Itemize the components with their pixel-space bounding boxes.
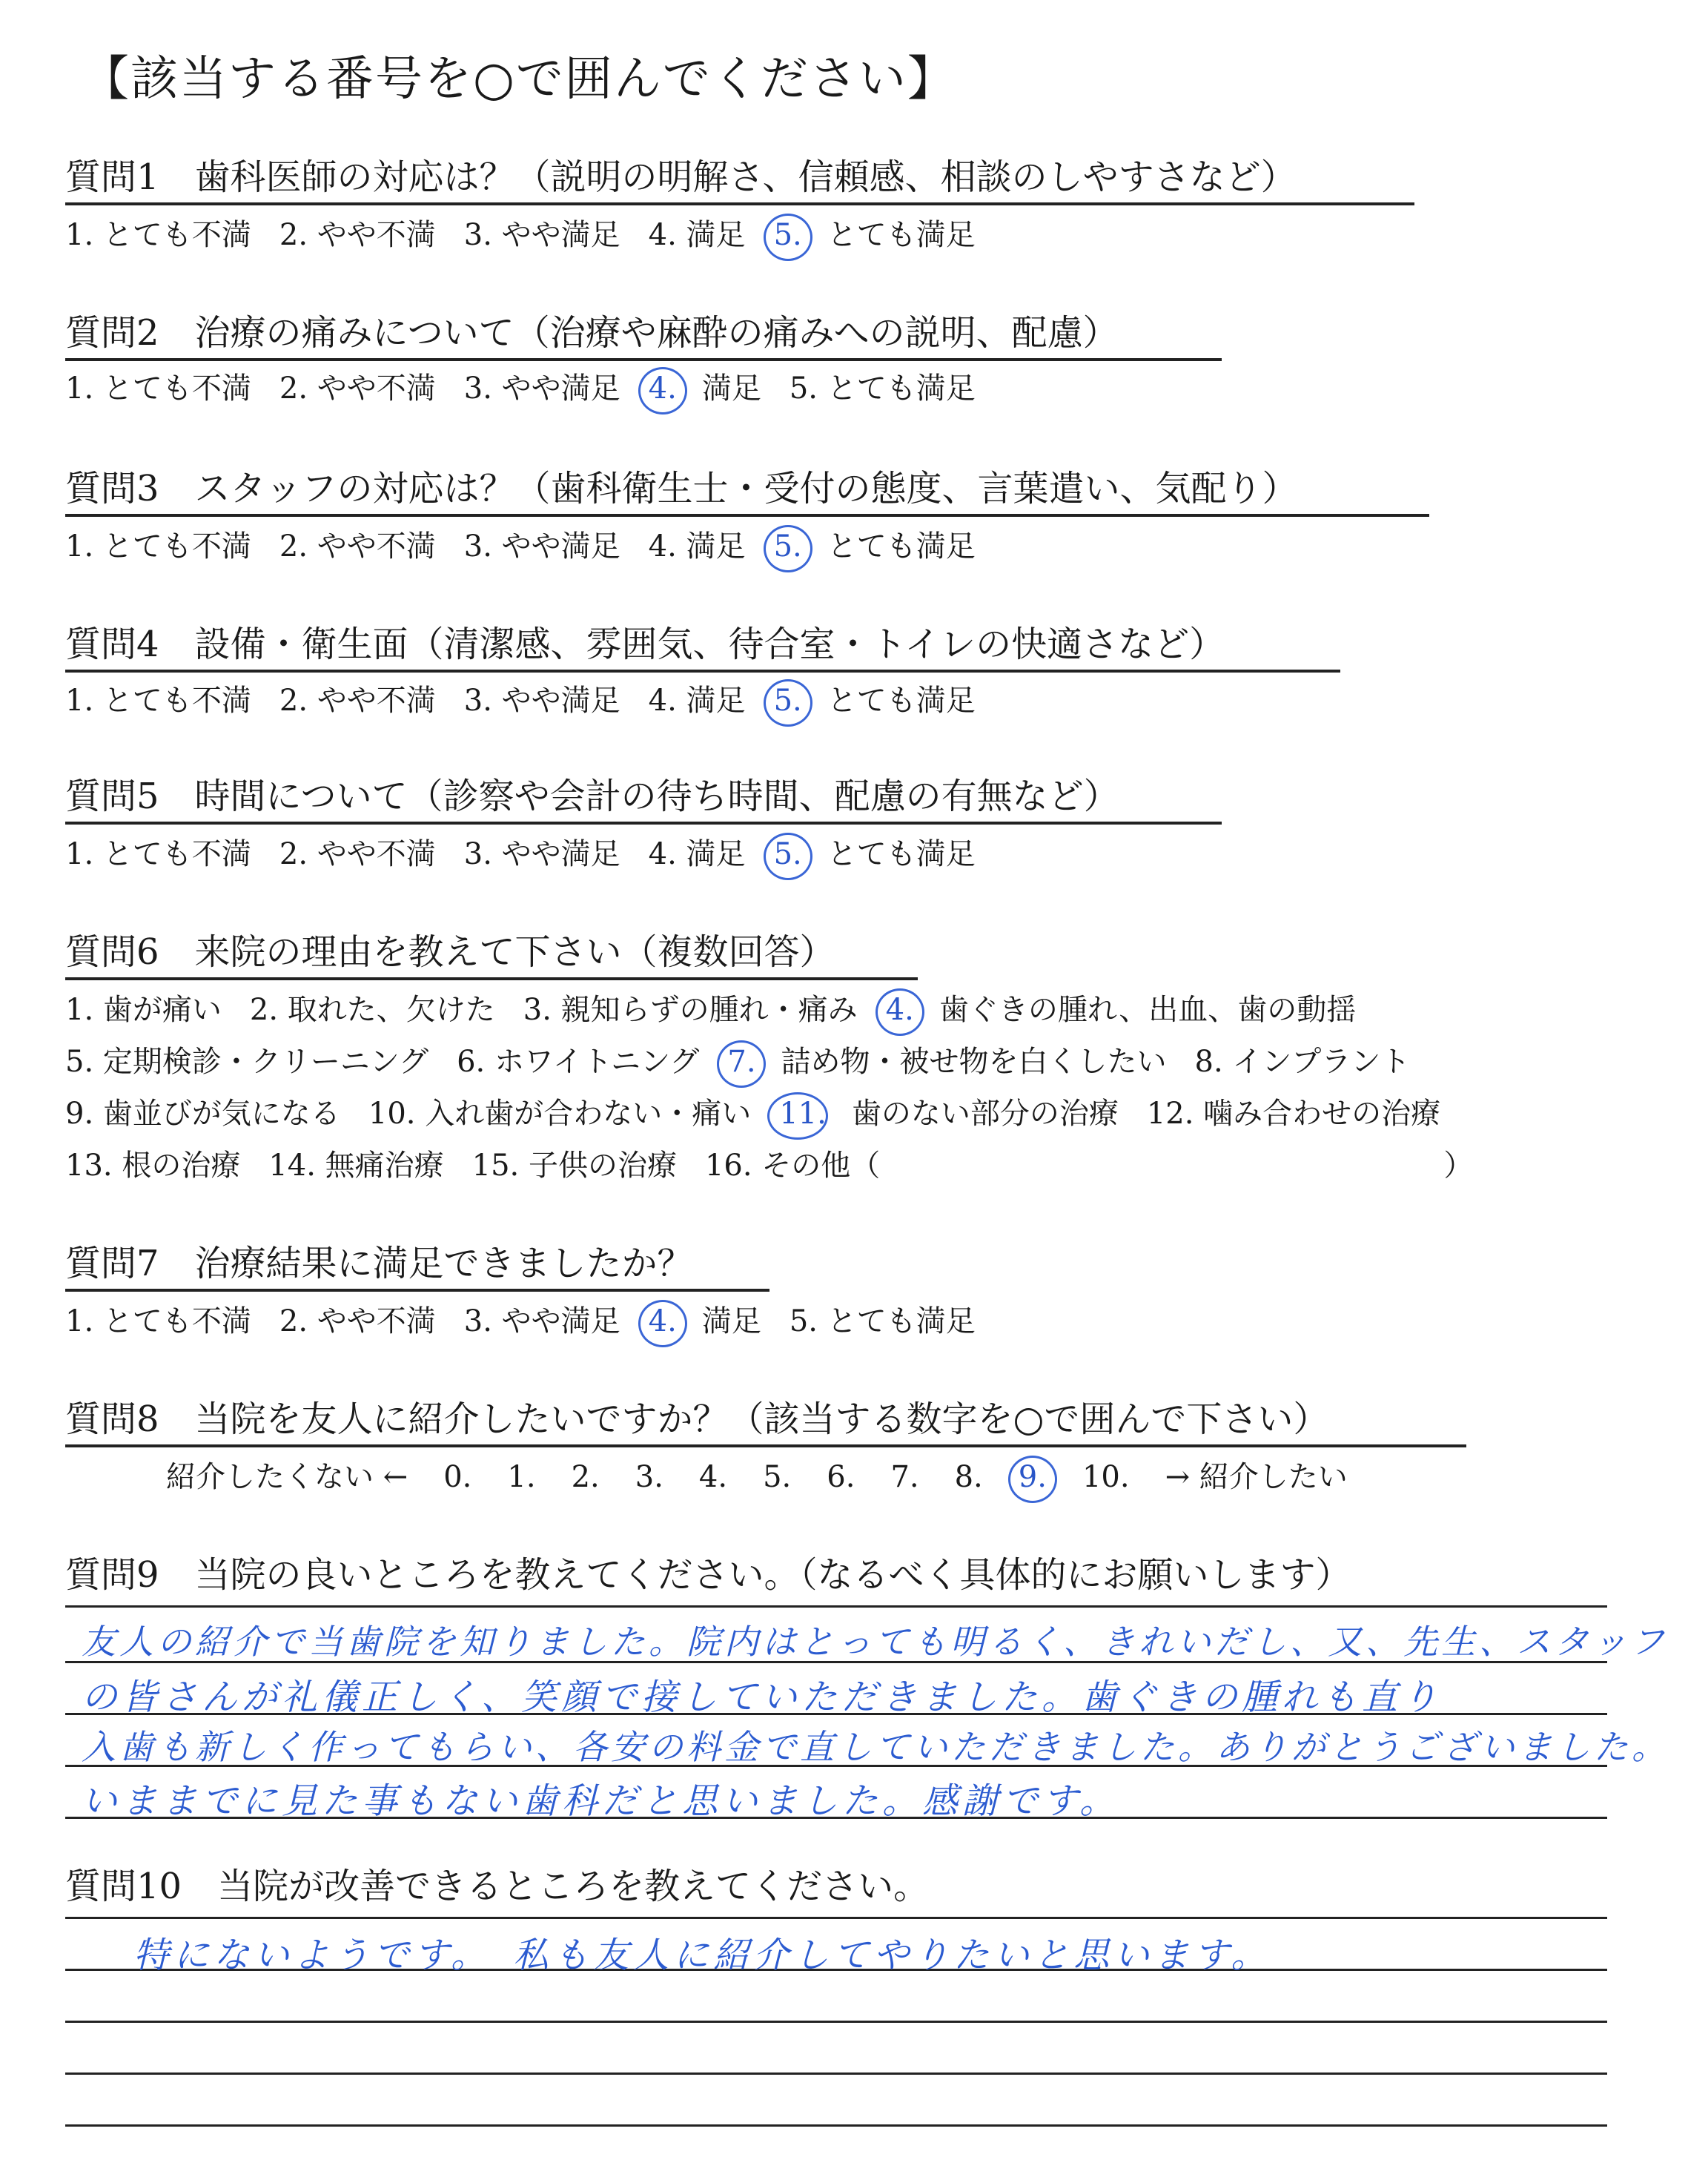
- question-6-title: 質問6 来院の理由を教えて下さい（複数回答）: [65, 923, 918, 980]
- scale-option[interactable]: 1.: [507, 1460, 536, 1494]
- option[interactable]: 4. 満足: [648, 684, 746, 718]
- question-7-title: 質問7 治療結果に満足できましたか？: [65, 1235, 769, 1292]
- option[interactable]: 3. やや満足: [463, 371, 620, 406]
- option-selected[interactable]: 5.: [773, 837, 802, 871]
- option-selected[interactable]: 11.: [779, 1097, 827, 1131]
- question-6-row-1: [65, 986, 1384, 1028]
- option[interactable]: 16. その他（: [704, 1149, 881, 1183]
- question-7-options: [65, 1298, 1004, 1340]
- question-6-row-2: [65, 1038, 1438, 1080]
- option[interactable]: 3. やや満足: [463, 684, 620, 718]
- option[interactable]: 3. やや満足: [463, 529, 620, 564]
- option[interactable]: 10. 入れ歯が合わない・痛い: [368, 1097, 752, 1131]
- option[interactable]: 2. 取れた、欠けた: [249, 993, 495, 1027]
- option[interactable]: 1. とても不満: [65, 1304, 251, 1338]
- option-close-paren: ）: [1443, 1149, 1474, 1183]
- option[interactable]: 1. とても不満: [65, 684, 251, 718]
- option[interactable]: 4. 満足: [648, 218, 746, 252]
- handwritten-answer-line: の皆さんが礼儀正しく、笑顔で接していただきました。歯ぐきの腫れも直り: [82, 1677, 1443, 1718]
- question-6-row-4: [65, 1142, 1501, 1184]
- question-4-title: 質問4 設備・衛生面（清潔感、雰囲気、待合室・トイレの快適さなど）: [65, 615, 1340, 673]
- scale-option[interactable]: 5.: [763, 1460, 792, 1494]
- option[interactable]: 3. 親知らずの腫れ・痛み: [523, 993, 858, 1027]
- option[interactable]: 1. とても不満: [65, 529, 251, 564]
- option[interactable]: 3. やや満足: [463, 1304, 620, 1338]
- question-1-title: 質問1 歯科医師の対応は？（説明の明解さ、信頼感、相談のしやすさなど）: [65, 148, 1414, 205]
- option[interactable]: 2. やや不満: [279, 1304, 436, 1338]
- scale-option[interactable]: 8.: [954, 1460, 983, 1494]
- option[interactable]: 4. 満足: [648, 837, 746, 871]
- option-selected[interactable]: 5.: [773, 218, 802, 252]
- scale-option[interactable]: 10.: [1082, 1460, 1130, 1494]
- option[interactable]: 15. 子供の治療: [471, 1149, 677, 1183]
- question-4-options: [65, 677, 1004, 719]
- option[interactable]: とても満足: [827, 684, 976, 718]
- question-3-title: 質問3 スタッフの対応は？（歯科衛生士・受付の態度、言葉遣い、気配り）: [65, 460, 1429, 517]
- option[interactable]: 1. とても不満: [65, 218, 251, 252]
- option[interactable]: 1. とても不満: [65, 837, 251, 871]
- option[interactable]: 5. とても満足: [789, 1304, 976, 1338]
- option[interactable]: とても満足: [827, 837, 976, 871]
- question-5-options: [65, 830, 1004, 873]
- scale-right-label: → 紹介したい: [1165, 1460, 1348, 1494]
- option-selected[interactable]: 5.: [773, 529, 802, 564]
- question-3-options: [65, 523, 1004, 565]
- option-selected[interactable]: 4.: [648, 1304, 677, 1338]
- handwritten-answer-line: いままでに見た事もない歯科だと思いました。感謝です。: [82, 1780, 1120, 1822]
- question-5-title: 質問5 時間について（診察や会計の待ち時間、配慮の有無など）: [65, 767, 1222, 825]
- option[interactable]: 詰め物・被せ物を白くしたい: [781, 1045, 1167, 1079]
- page-title: 【該当する番号を○で囲んでください】: [82, 52, 956, 107]
- answer-line: [65, 2124, 1607, 2127]
- option[interactable]: 5. 定期検診・クリーニング: [65, 1045, 429, 1079]
- option[interactable]: 6. ホワイトニング: [457, 1045, 700, 1079]
- option-selected[interactable]: 4.: [648, 371, 677, 406]
- option[interactable]: 3. やや満足: [463, 837, 620, 871]
- question-2-title: 質問2 治療の痛みについて（治療や麻酔の痛みへの説明、配慮）: [65, 304, 1222, 361]
- option[interactable]: 4. 満足: [648, 529, 746, 564]
- question-2-options: [65, 365, 1004, 407]
- option[interactable]: 12. 噛み合わせの治療: [1146, 1097, 1441, 1131]
- question-8-scale: [166, 1453, 1383, 1496]
- answer-line: [65, 2073, 1607, 2075]
- question-8-title: 質問8 当院を友人に紹介したいですか？（該当する数字を○で囲んで下さい）: [65, 1390, 1466, 1447]
- option[interactable]: 2. やや不満: [279, 371, 436, 406]
- handwritten-answer-line: 特にないようです。 私も友人に紹介してやりたいと思います。: [133, 1935, 1271, 1976]
- option[interactable]: 13. 根の治療: [65, 1149, 241, 1183]
- scale-option[interactable]: 7.: [890, 1460, 919, 1494]
- handwritten-answer-line: 入歯も新しく作ってもらい、各安の料金で直していただきました。ありがとうございました。: [82, 1727, 1669, 1767]
- question-1-options: [65, 211, 1004, 254]
- option[interactable]: 2. やや不満: [279, 218, 436, 252]
- answer-line: [65, 2021, 1607, 2023]
- option[interactable]: 歯ぐきの腫れ、出血、歯の動揺: [939, 993, 1357, 1027]
- scale-option[interactable]: 0.: [443, 1460, 472, 1494]
- option[interactable]: 8. インプラント: [1194, 1045, 1411, 1079]
- question-10-title: 質問10 当院が改善できるところを教えてください。: [65, 1866, 930, 1907]
- option[interactable]: 5. とても満足: [789, 371, 976, 406]
- option[interactable]: とても満足: [827, 529, 976, 564]
- option[interactable]: 歯のない部分の治療: [851, 1097, 1119, 1131]
- scale-option[interactable]: 6.: [827, 1460, 855, 1494]
- option[interactable]: とても満足: [827, 218, 976, 252]
- option[interactable]: 満足: [701, 1304, 761, 1338]
- option-selected[interactable]: 7.: [727, 1045, 756, 1079]
- option[interactable]: 2. やや不満: [279, 529, 436, 564]
- question-9-title: 質問9 当院の良いところを教えてください。（なるべく具体的にお願いします）: [65, 1554, 1351, 1596]
- option[interactable]: 1. とても不満: [65, 371, 251, 406]
- option[interactable]: 9. 歯並びが気になる: [65, 1097, 340, 1131]
- option-selected[interactable]: 5.: [773, 684, 802, 718]
- option[interactable]: 3. やや満足: [463, 218, 620, 252]
- handwritten-answer-line: 友人の紹介で当歯院を知りました。院内はとっても明るく、きれいだし、又、先生、スタッフ: [82, 1622, 1669, 1662]
- option[interactable]: 満足: [701, 371, 761, 406]
- option[interactable]: 1. 歯が痛い: [65, 993, 222, 1027]
- scale-option-selected[interactable]: 9.: [1018, 1460, 1047, 1494]
- option[interactable]: 2. やや不満: [279, 684, 436, 718]
- scale-option[interactable]: 2.: [571, 1460, 600, 1494]
- option[interactable]: 14. 無痛治療: [268, 1149, 444, 1183]
- scale-option[interactable]: 3.: [635, 1460, 663, 1494]
- question-6-row-3: [65, 1090, 1469, 1132]
- scale-option[interactable]: 4.: [698, 1460, 728, 1494]
- answer-line: [65, 1605, 1607, 1608]
- option[interactable]: 2. やや不満: [279, 837, 436, 871]
- scale-left-label: 紹介したくない ←: [166, 1460, 408, 1494]
- option-selected[interactable]: 4.: [885, 993, 914, 1027]
- answer-line: [65, 1917, 1607, 1919]
